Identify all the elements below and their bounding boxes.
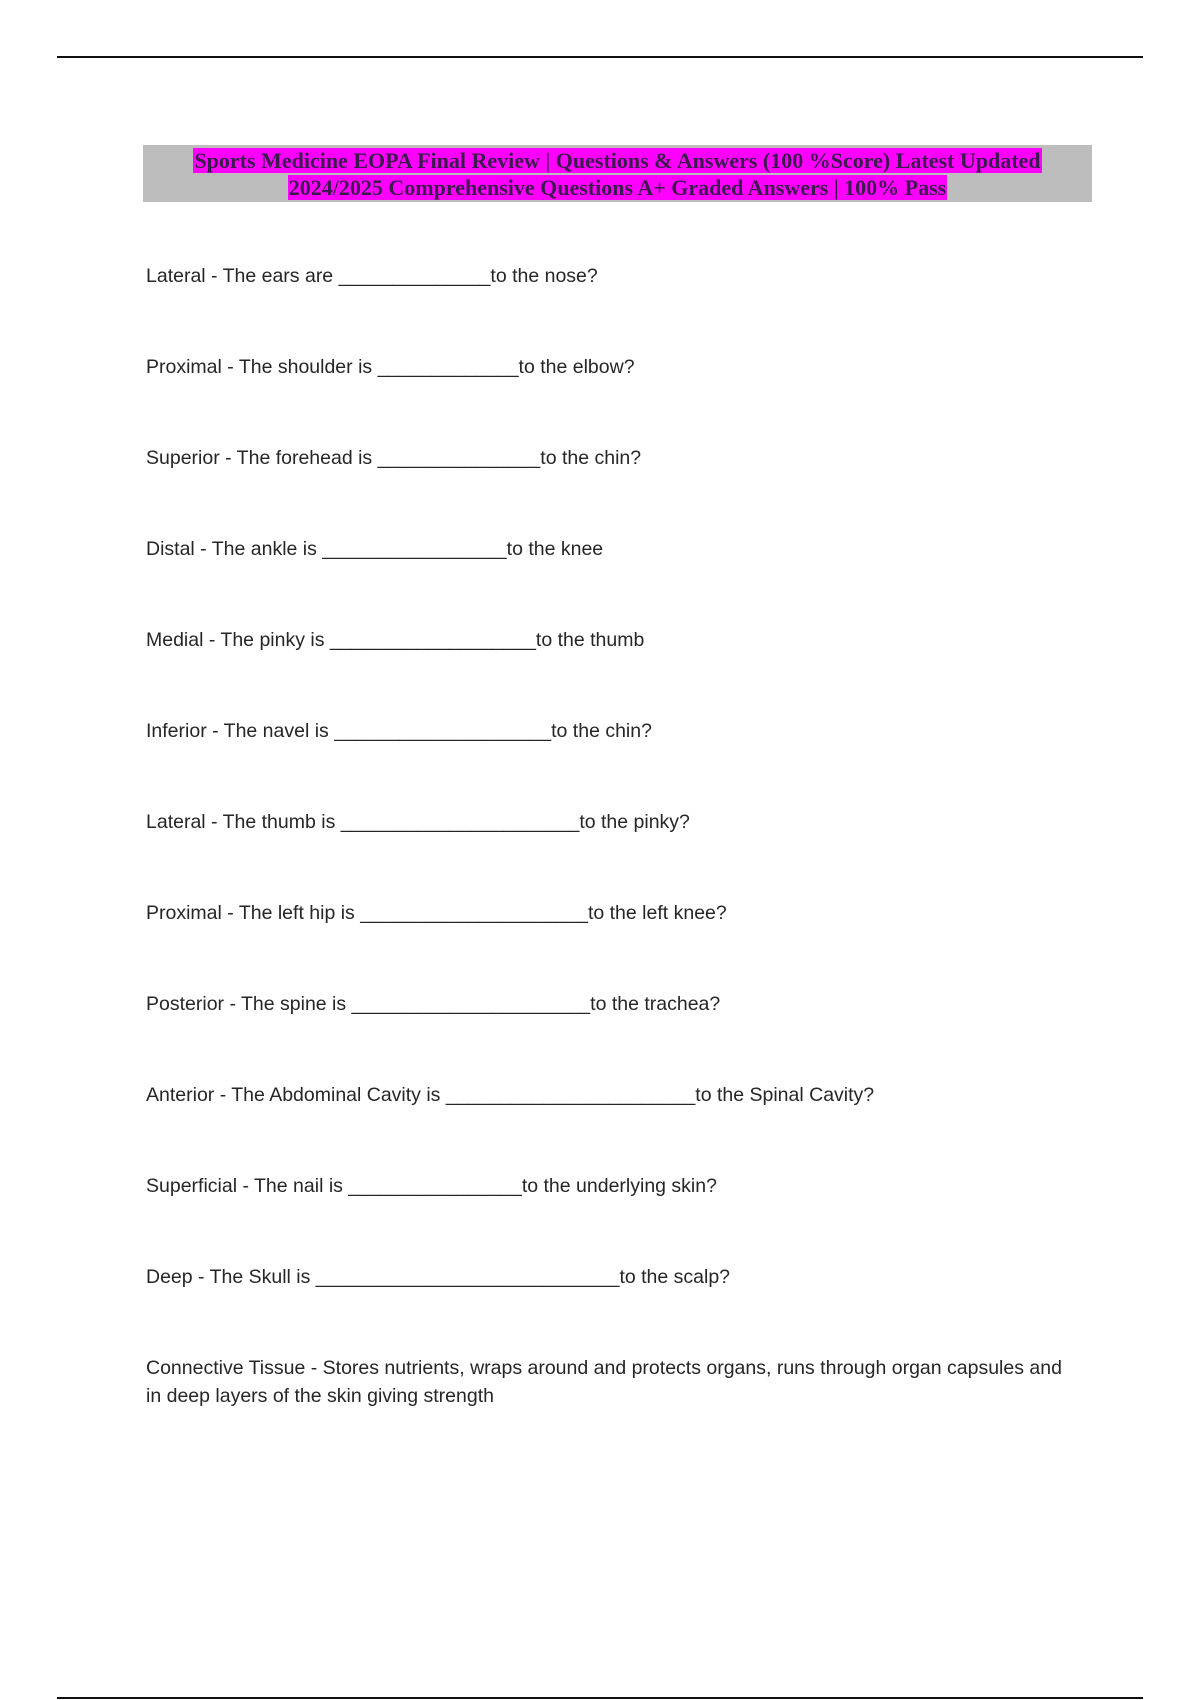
qa-item: Anterior - The Abdominal Cavity is _______________________to the Spinal Cavity? — [146, 1084, 875, 1106]
bottom-rule — [57, 1697, 1143, 1699]
qa-item: Lateral - The thumb is ______________________to the pinky? — [146, 811, 690, 833]
qa-item: Inferior - The navel is ____________________to the chin? — [146, 720, 652, 742]
qa-item: Posterior - The spine is ______________________to the trachea? — [146, 993, 721, 1015]
top-rule — [57, 56, 1143, 58]
qa-item: Distal - The ankle is _________________to the knee — [146, 538, 604, 560]
qa-item: Proximal - The shoulder is _____________to the elbow? — [146, 356, 635, 378]
qa-item: Connective Tissue - Stores nutrients, wraps around and protects organs, runs through organ capsules and in deep layers of the skin giving strength — [146, 1357, 1062, 1407]
qa-item: Superficial - The nail is ________________to the underlying skin? — [146, 1175, 717, 1197]
title-line-2: 2024/2025 Comprehensive Questions A+ Graded Answers | 100% Pass — [288, 175, 947, 200]
qa-item: Medial - The pinky is ___________________to the thumb — [146, 629, 645, 651]
qa-item: Deep - The Skull is ____________________________to the scalp? — [146, 1266, 731, 1288]
qa-item: Superior - The forehead is _______________to the chin? — [146, 447, 642, 469]
qa-item: Proximal - The left hip is _____________________to the left knee? — [146, 902, 727, 924]
document-title — [143, 145, 1092, 202]
title-line-1: Sports Medicine EOPA Final Review | Questions & Answers (100 %Score) Latest Updated — [194, 148, 1041, 173]
qa-item: Lateral - The ears are ______________to the nose? — [146, 265, 598, 287]
